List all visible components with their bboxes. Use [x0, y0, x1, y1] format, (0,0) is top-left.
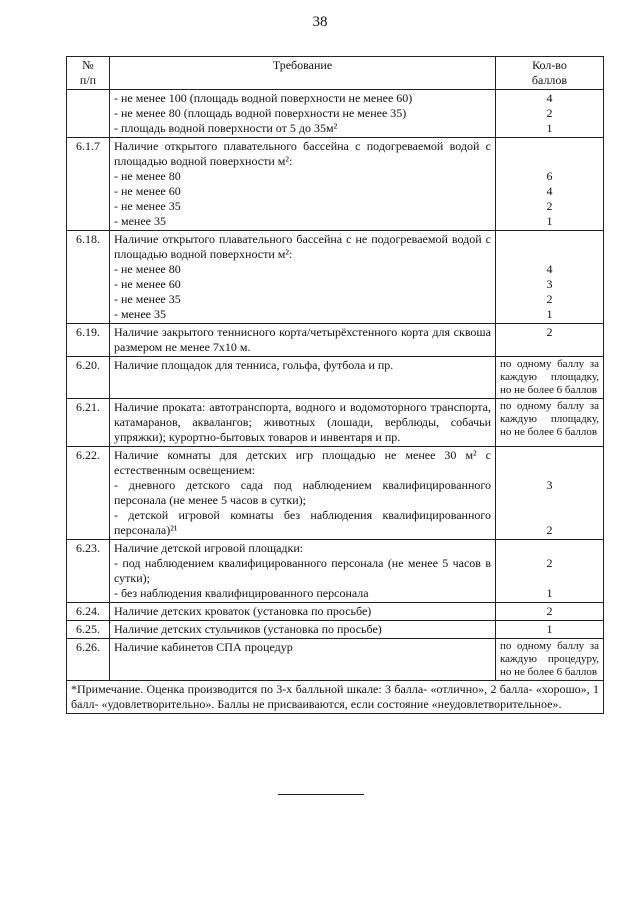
points-value [500, 232, 599, 247]
points-value [500, 247, 599, 262]
row-requirement [110, 540, 496, 603]
points-value: 1 [546, 121, 553, 135]
row-number: 6.1.7 [67, 138, 110, 231]
points-value [500, 508, 599, 523]
requirement-line: - под наблюдением квалифицированного персонала (не менее 5 часов в сутки); [114, 556, 491, 585]
requirement-line: - дневного детского сада под наблюдением квалифицированного персонала (не менее 5 часов в сутки); [114, 478, 491, 507]
points-text: по одному баллу за каждую площадку, но не более 6 баллов [500, 400, 599, 438]
points-value [500, 463, 599, 478]
requirement-line: - детской игровой комнаты без наблюдения квалифицированного персонала)²¹ [114, 508, 491, 537]
table-row [67, 603, 604, 621]
table-row [67, 357, 604, 399]
points-value: 4 [546, 262, 553, 276]
table-row [67, 324, 604, 357]
requirement-line: - без наблюдения квалифицированного персонала [114, 586, 369, 600]
row-requirement [110, 357, 496, 399]
points-value: 1 [546, 214, 553, 228]
row-number: 6.25. [67, 621, 110, 639]
table-row [67, 621, 604, 639]
divider [278, 794, 364, 795]
points-value: 3 [546, 277, 553, 291]
row-number: 6.19. [67, 324, 110, 357]
row-requirement [110, 447, 496, 540]
row-requirement [110, 138, 496, 231]
points-value: 4 [546, 184, 553, 198]
row-points [496, 357, 604, 399]
points-value: 2 [546, 325, 553, 339]
requirement-line: Наличие проката: автотранспорта, водного и водомоторного транспорта, катамаранов, аквалангов; животных (лошади, верблюды, собачьи упряжки); курортно-бытовых товаров и инвентаря и пр. [114, 400, 491, 444]
row-points [496, 399, 604, 447]
header-points-label: Кол-во баллов [531, 58, 568, 87]
points-value: 1 [546, 622, 553, 636]
points-text: по одному баллу за каждую процедуру, но не более 6 баллов [500, 640, 599, 678]
header-points [496, 57, 604, 90]
points-value [500, 139, 599, 154]
table-row [67, 639, 604, 681]
header-requirement-label: Требование [272, 58, 333, 72]
requirement-line: Наличие открытого плавательного бассейна с не подогреваемой водой с площадью водной поверхности м²: [114, 232, 491, 261]
row-requirement [110, 639, 496, 681]
row-points [496, 138, 604, 231]
row-requirement [110, 324, 496, 357]
points-value: 4 [546, 91, 553, 105]
row-requirement [110, 399, 496, 447]
requirement-line: - не менее 35 [114, 199, 181, 213]
requirement-line: - не менее 100 (площадь водной поверхности не менее 60) [114, 91, 413, 105]
note-row [67, 681, 604, 714]
requirement-line: - не менее 80 (площадь водной поверхности не менее 35) [114, 106, 407, 120]
row-number: 6.18. [67, 231, 110, 324]
row-points [496, 447, 604, 540]
points-value [500, 448, 599, 463]
points-value: 1 [546, 307, 553, 321]
row-number: 6.26. [67, 639, 110, 681]
row-points [496, 540, 604, 603]
requirement-line: Наличие открытого плавательного бассейна с подогреваемой водой с площадью водной поверхности м²: [114, 139, 491, 168]
requirement-line: Наличие детских стульчиков (установка по просьбе) [114, 622, 382, 636]
points-text: по одному баллу за каждую площадку, но не более 6 баллов [500, 358, 599, 396]
row-points [496, 621, 604, 639]
points-value: 3 [546, 478, 553, 492]
points-value: 2 [546, 292, 553, 306]
points-value: 2 [546, 106, 553, 120]
points-value: 2 [546, 604, 553, 618]
requirement-line: - не менее 80 [114, 262, 181, 276]
requirement-line: Наличие кабинетов СПА процедур [114, 640, 293, 654]
points-value: 2 [546, 556, 553, 570]
table-row [67, 540, 604, 603]
row-number: 6.24. [67, 603, 110, 621]
requirement-line: Наличие детской игровой площадки: [114, 541, 304, 555]
header-num [67, 57, 110, 90]
row-requirement [110, 621, 496, 639]
row-points [496, 603, 604, 621]
requirements-table [66, 56, 604, 714]
row-number: 6.23. [67, 540, 110, 603]
requirement-line: Наличие закрытого теннисного корта/четырёхстенного корта для сквоша размером не менее 7х10 м. [114, 325, 491, 354]
row-number: 6.21. [67, 399, 110, 447]
requirement-line: - не менее 80 [114, 169, 181, 183]
row-requirement [110, 603, 496, 621]
points-value: 2 [546, 199, 553, 213]
note: *Примечание. Оценка производится по 3-х балльной шкале: 3 балла- «отлично», 2 балла- «хорошо», 1 балл- «удовлетворительно». Баллы не присваиваются, если состояние «неудовлетворительное». [67, 681, 604, 714]
requirement-line: - не менее 60 [114, 277, 181, 291]
requirement-line: - не менее 60 [114, 184, 181, 198]
page-number: 38 [312, 14, 328, 30]
table-row [67, 90, 604, 138]
points-value: 2 [546, 523, 553, 537]
row-number: 6.20. [67, 357, 110, 399]
requirement-line: - не менее 35 [114, 292, 181, 306]
table-row [67, 399, 604, 447]
points-value: 1 [546, 586, 553, 600]
header-requirement [110, 57, 496, 90]
requirement-line: Наличие детских кроваток (установка по просьбе) [114, 604, 372, 618]
table-row [67, 231, 604, 324]
row-points [496, 324, 604, 357]
points-value [500, 571, 599, 586]
table-row [67, 447, 604, 540]
row-requirement [110, 231, 496, 324]
points-value: 6 [546, 169, 553, 183]
row-requirement [110, 90, 496, 138]
table-row [67, 138, 604, 231]
row-number [67, 90, 110, 138]
row-points [496, 639, 604, 681]
points-value [500, 541, 599, 556]
row-points [496, 90, 604, 138]
requirement-line: Наличие площадок для тенниса, гольфа, футбола и пр. [114, 358, 394, 372]
header-num-label: № п/п [79, 58, 97, 87]
row-number: 6.22. [67, 447, 110, 540]
requirement-line: - менее 35 [114, 214, 166, 228]
requirement-line: - менее 35 [114, 307, 166, 321]
row-points [496, 231, 604, 324]
table-header [67, 57, 604, 90]
points-value [500, 493, 599, 508]
points-value [500, 154, 599, 169]
requirement-line: - площадь водной поверхности от 5 до 35м² [114, 121, 338, 135]
requirement-line: Наличие комнаты для детских игр площадью не менее 30 м² с естественным освещением: [114, 448, 491, 477]
